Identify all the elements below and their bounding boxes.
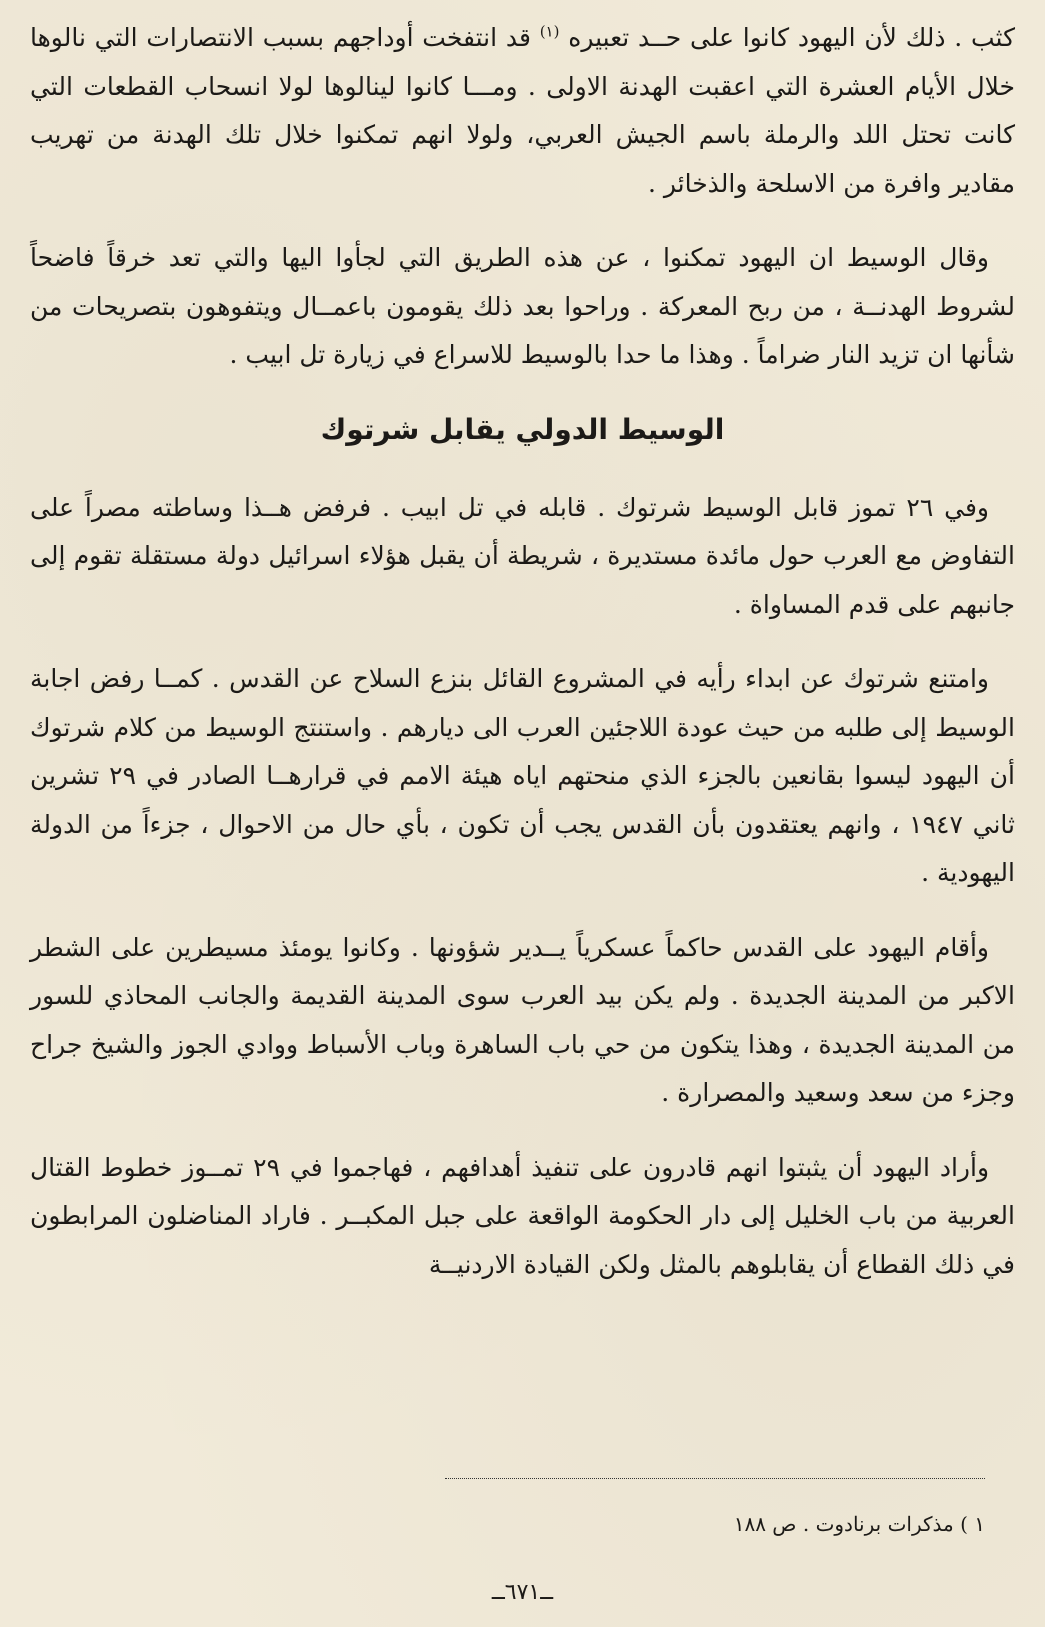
body-text [30,14,1015,1315]
paragraph-3: وفي ٢٦ تموز قابل الوسيط شرتوك . قابله في تل ابيب . فرفض هــذا وساطته مصراً على التفاوض مع العرب حول مائدة مستديرة ، شريطة أن يقبل هؤلاء اسرائيل دولة مستقلة تقوم إلى جانبهم على قدم المساواة . [30,492,1015,619]
paragraph-4: وامتنع شرتوك عن ابداء رأيه في المشروع القائل بنزع السلاح عن القدس . كمــا رفض اجابة الوسيط إلى طلبه من حيث عودة اللاجئين العرب الى ديارهم . واستنتج الوسيط من كلام شرتوك أن اليهود ليسوا بقانعين بالجزء الذي منحتهم اياه هيئة الامم في قرارهــا الصادر في ٢٩ تشرين ثاني ١٩٤٧ ، وانهم يعتقدون بأن القدس يجب أن تكون ، بأي حال من الاحوال ، جزءاً من الدولة اليهودية . [30,664,1015,887]
paragraph-5: وأقام اليهود على القدس حاكماً عسكرياً يــدير شؤونها . وكانوا يومئذ مسيطرين على الشطر الاكبر من المدينة الجديدة . ولم يكن بيد العرب سوى المدينة القديمة والجانب المحاذي للسور من المدينة الجديدة ، وهذا يتكون من حي باب الساهرة وباب الأسباط ووادي الجوز والشيخ جراح وجزء من سعد وسعيد والمصرارة . [30,932,1015,1107]
footnote-divider [445,1478,985,1479]
footnote-reference: (١) [539,22,560,41]
paragraph-2: وقال الوسيط ان اليهود تمكنوا ، عن هذه الطريق التي لجأوا اليها والتي تعد خرقاً فاضحاً لشروط الهدنــة ، من ربح المعركة . وراحوا بعد ذلك يقومون باعمــال ويتفوهون بتصريحات من شأنها ان تزيد النار ضراماً . وهذا ما حدا بالوسيط للاسراع في زيارة تل ابيب . [30,243,1016,369]
paragraph-1 [30,14,1015,208]
paragraph-1-rest: قد انتفخت أوداجهم بسبب الانتصارات التي نالوها خلال الأيام العشرة التي اعقبت الهدنة الاولى . ومـــا كانوا لينالوها لولا انسحاب القطعات التي كانت تحتل اللد والرملة باسم الجيش العربي، ولولا انهم تمكنوا خلال تلك الهدنة من تهريب مقادير وافرة من الاسلحة والذخائر . [30,23,1015,198]
paragraph-6: وأراد اليهود أن يثبتوا انهم قادرون على تنفيذ أهدافهم ، فهاجموا في ٢٩ تمــوز خطوط القتال العربية من باب الخليل إلى دار الحكومة الواقعة على جبل المكبــر . فاراد المناضلون المرابطون في ذلك القطاع أن يقابلوهم بالمثل ولكن القيادة الاردنيــة [30,1152,1015,1279]
page-number: ــ٦٧١ــ [491,1580,554,1605]
footnote: ١ ) مذكرات برنادوت . ص ١٨٨ [733,1512,985,1536]
section-heading: الوسيط الدولي يقابل شرتوك [320,412,725,446]
paragraph-1-start: كثب . ذلك لأن اليهود كانوا على حــد تعبيره [568,23,1015,52]
